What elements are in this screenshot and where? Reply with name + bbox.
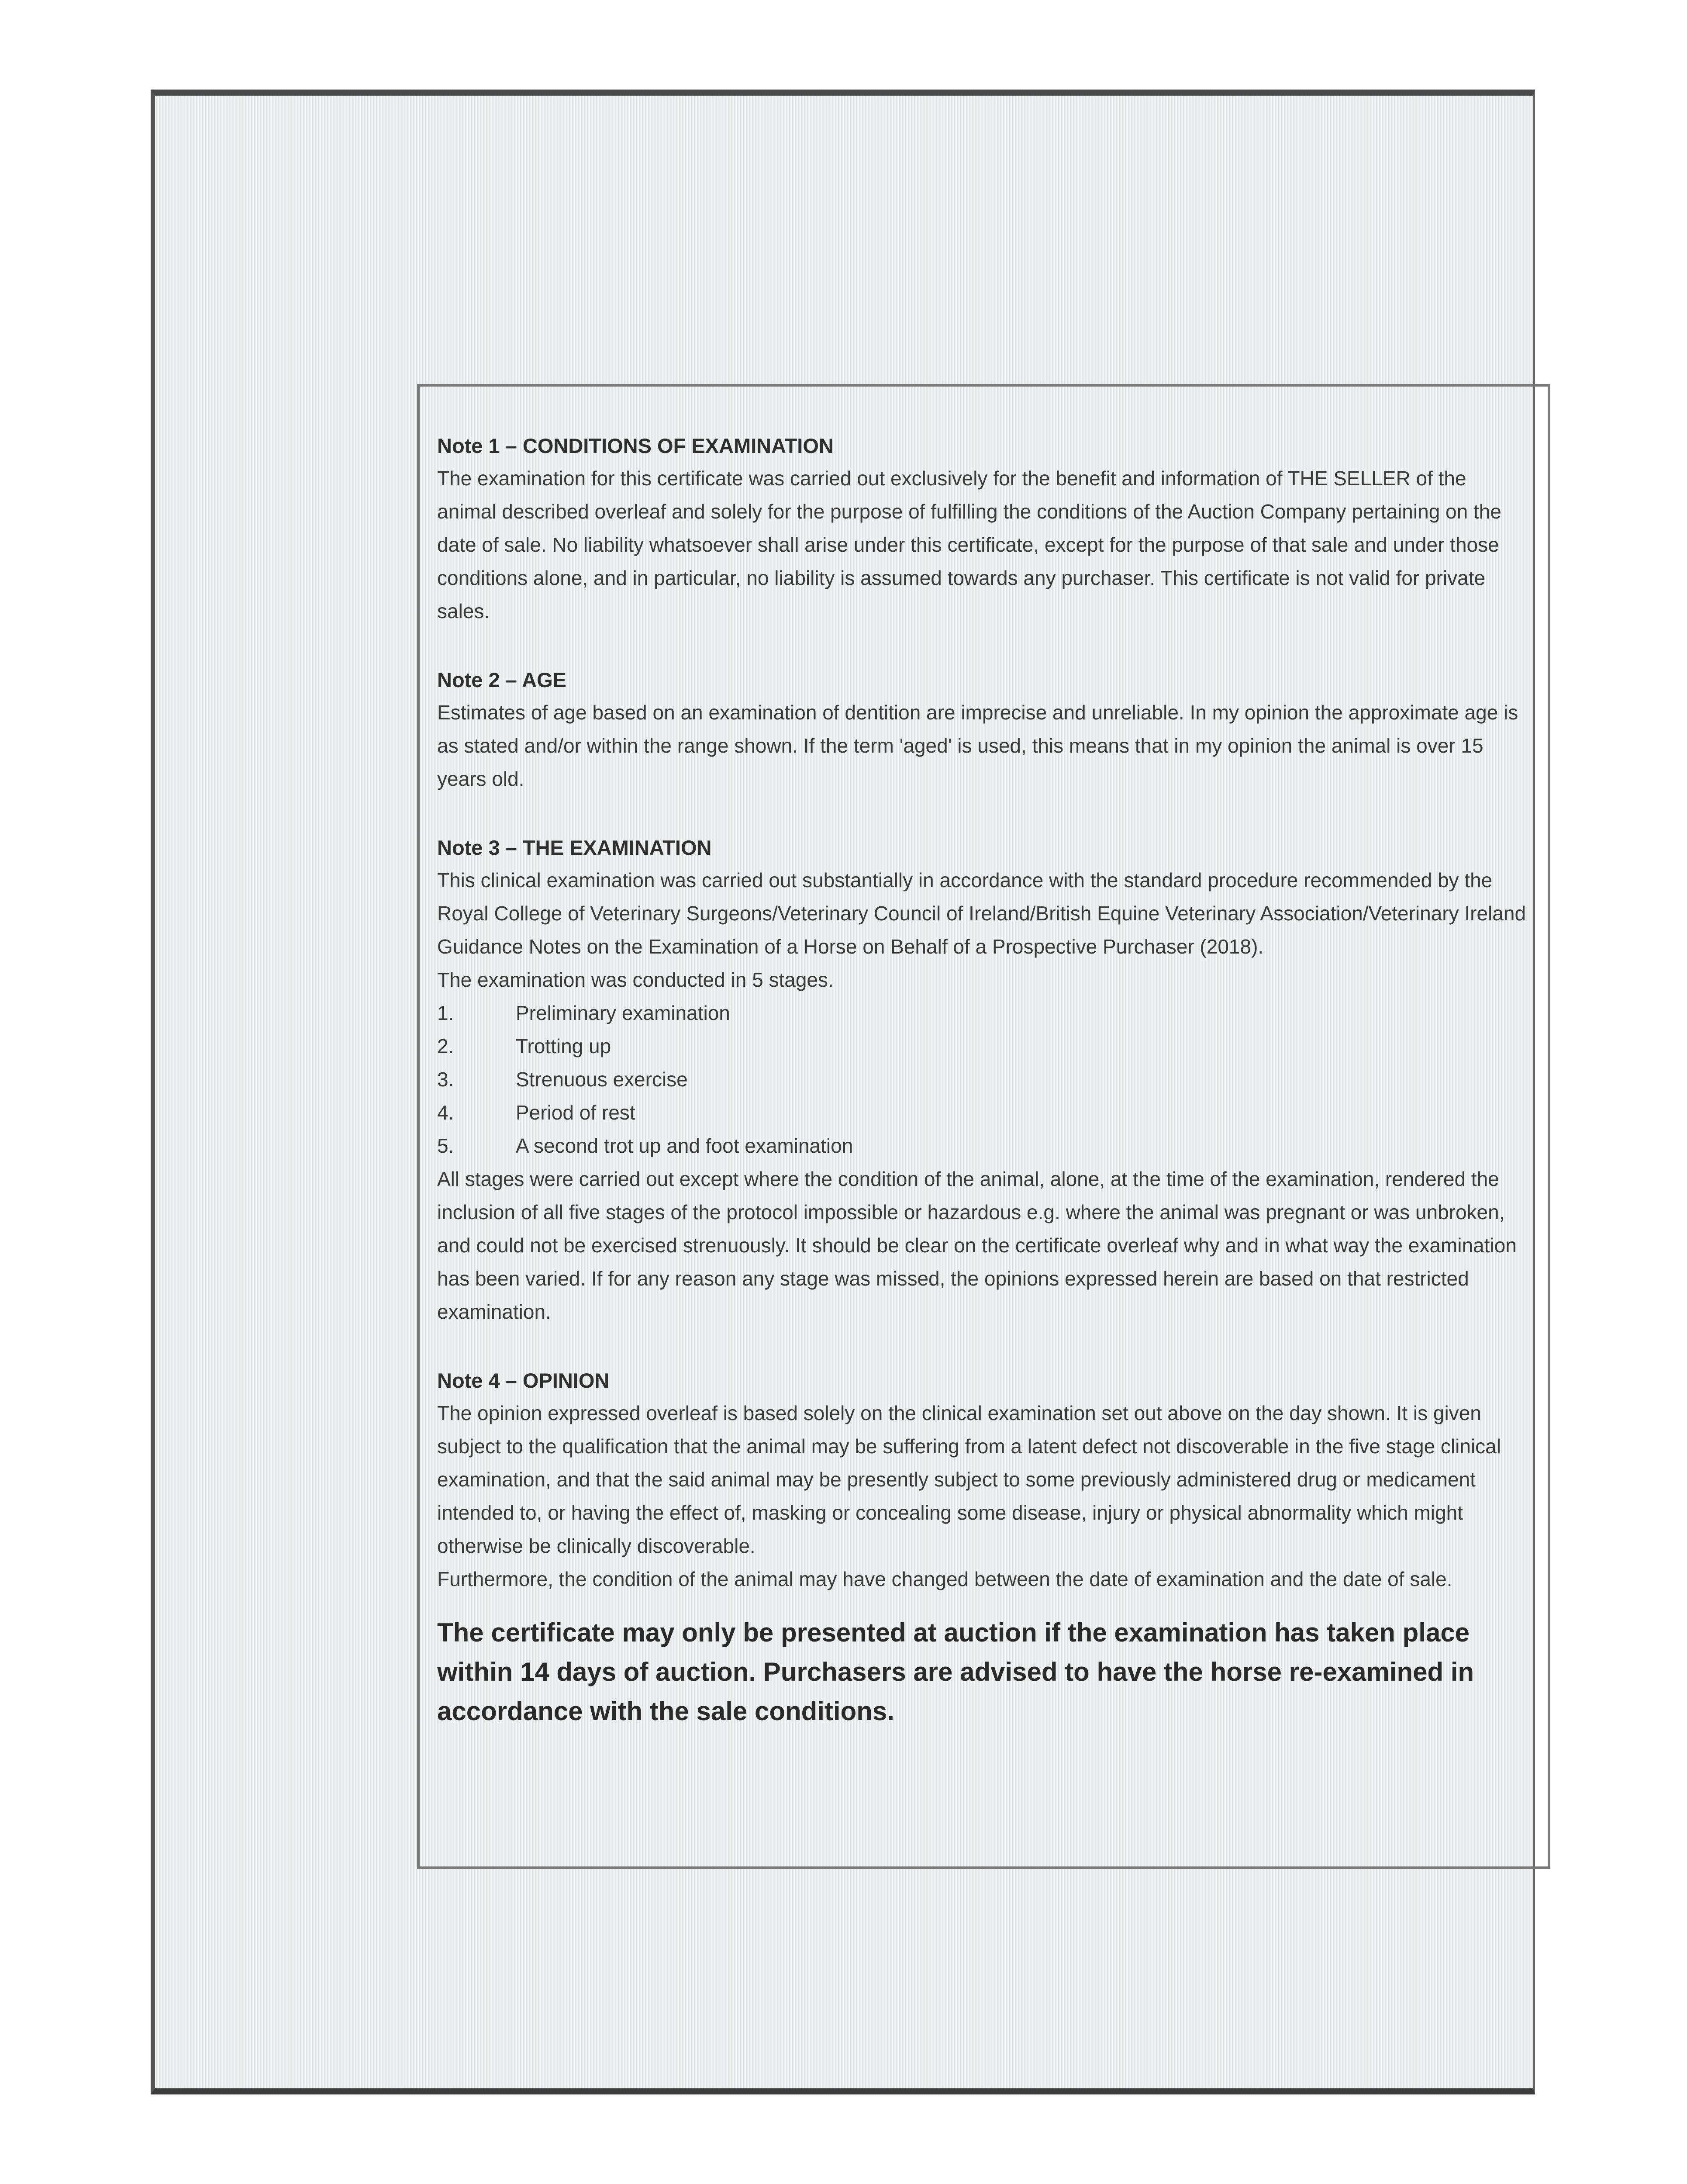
note-2-age xyxy=(437,664,1530,795)
note-paragraph: The examination for this certificate was carried out exclusively for the benefit and information of THE SELLER of the animal described overleaf and solely for the purpose of fulfilling the conditions of the Auction Company pertaining on the date of sale. No liability whatsoever shall arise under this certificate, except for the purpose of that sale and under those conditions alone, and in particular, no liability is assumed towards any purchaser. This certificate is not valid for private sales. xyxy=(437,467,1501,622)
stage-number: 4. xyxy=(437,1101,454,1124)
stage-label: Strenuous exercise xyxy=(516,1068,688,1091)
stage-list xyxy=(437,996,1530,1162)
document-page xyxy=(151,90,1535,2094)
stage-number: 1. xyxy=(437,1002,454,1024)
note-paragraph: Estimates of age based on an examination of dentition are imprecise and unreliable. In my opinion the approximate age is as stated and/or within the range shown. If the term 'aged' is used, this means that in my opinion the animal is over 15 years old. xyxy=(437,701,1518,790)
note-paragraph: The opinion expressed overleaf is based solely on the clinical examination set out above on the day shown. It is given subject to the qualification that the animal may be suffering from a latent defect not discoverable in the five stage clinical examination, and that the said animal may be presently subject to some previously administered drug or medicament intended to, or having the effect of, masking or concealing some disease, injury or physical abnormality which might otherwise be clinically discoverable. xyxy=(437,1402,1501,1557)
note-3-examination xyxy=(437,832,1530,1328)
note-heading: Note 1 – CONDITIONS OF EXAMINATION xyxy=(437,434,834,457)
final-statement: The certificate may only be presented at auction if the examination has taken place within 14 days of auction. Purchasers are advised to have the horse re-examined in accordance with the sale conditions. xyxy=(437,1618,1474,1726)
list-item xyxy=(437,1063,1530,1096)
note-paragraph: Furthermore, the condition of the animal may have changed between the date of examination and the date of sale. xyxy=(437,1568,1452,1590)
list-item xyxy=(437,1129,1530,1162)
notes-box xyxy=(417,384,1550,1869)
stage-label: Period of rest xyxy=(516,1101,635,1124)
note-paragraph: All stages were carried out except where the condition of the animal, alone, at the time of the examination, rendered the inclusion of all five stages of the protocol impossible or hazardous e.g. where the animal was pregnant or was unbroken, and could not be exercised strenuously. It should be clear on the certificate overleaf why and in what way the examination has been varied. If for any reason any stage was missed, the opinions expressed herein are based on that restricted examination. xyxy=(437,1168,1517,1323)
stage-label: A second trot up and foot examination xyxy=(516,1134,853,1157)
stage-label: Preliminary examination xyxy=(516,1002,730,1024)
list-item xyxy=(437,1096,1530,1129)
list-item xyxy=(437,996,1530,1030)
stage-number: 2. xyxy=(437,1035,454,1057)
stages-intro: The examination was conducted in 5 stages. xyxy=(437,968,834,991)
stage-label: Trotting up xyxy=(516,1035,611,1057)
note-heading: Note 2 – AGE xyxy=(437,668,566,691)
note-paragraph: This clinical examination was carried out substantially in accordance with the standard procedure recommended by the Royal College of Veterinary Surgeons/Veterinary Council of Ireland/British Equine Veterinary Association/Veterinary Ireland Guidance Notes on the Examination of a Horse on Behalf of a Prospective Purchaser (2018). xyxy=(437,869,1526,958)
note-heading: Note 3 – THE EXAMINATION xyxy=(437,836,712,859)
note-heading: Note 4 – OPINION xyxy=(437,1369,610,1392)
note-4-opinion xyxy=(437,1365,1530,1596)
list-item xyxy=(437,1030,1530,1063)
stage-number: 3. xyxy=(437,1068,454,1091)
note-1-conditions xyxy=(437,430,1530,628)
stage-number: 5. xyxy=(437,1134,454,1157)
